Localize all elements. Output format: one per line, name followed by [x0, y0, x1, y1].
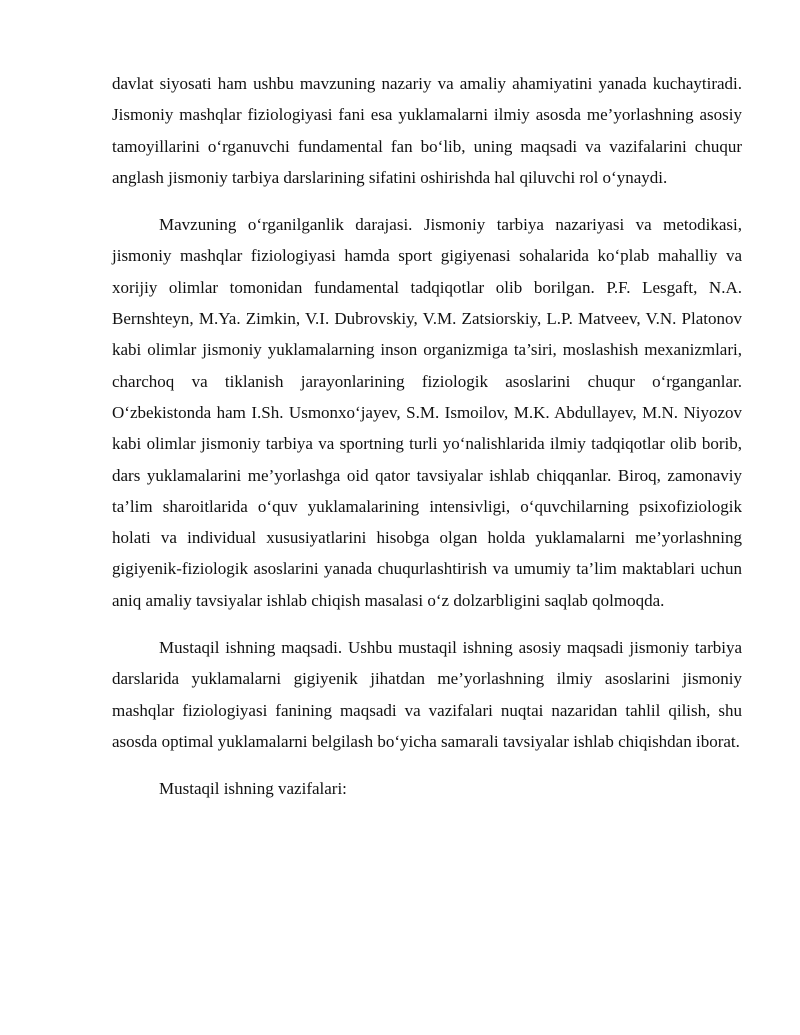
- paragraph-continuation: davlat siyosati ham ushbu mavzuning nazariy va amaliy ahamiyatini yanada kuchaytiradi. Jismoniy mashqlar fiziologiyasi fani esa yuklamalarni ilmiy asosda me’yorlashning asosiy tamoyillarini o‘rganuvchi fundamental fan bo‘lib, uning maqsadi va vazifalarini chuqur anglash jismoniy tarbiya darslarining sifatini oshirishda hal qiluvchi rol o‘ynaydi.: [112, 74, 742, 187]
- paragraph-goal: Mustaqil ishning maqsadi. Ushbu mustaqil ishning asosiy maqsadi jismoniy tarbiya darslarida yuklamalarni gigiyenik jihatdan me’yorlashning ilmiy asoslarini jismoniy mashqlar fiziologiyasi fanining maqsadi va vazifalari nuqtai nazaridan tahlil qilish, shu asosda optimal yuklamalarni belgilash bo‘yicha samarali tavsiyalar ishlab chiqishdan iborat.: [112, 638, 742, 751]
- paragraph-tasks-heading: Mustaqil ishning vazifalari:: [159, 779, 347, 799]
- document-page: [112, 68, 742, 821]
- paragraph-research-degree: Mavzuning o‘rganilganlik darajasi. Jismoniy tarbiya nazariyasi va metodikasi, jismoniy mashqlar fiziologiyasi hamda sport gigiyenasi sohalarida ko‘plab mahalliy va xorijiy olimlar tomonidan fundamental tadqiqotlar olib borilgan. P.F. Lesgaft, N.A. Bernshteyn, M.Ya. Zimkin, V.I. Dubrovskiy, V.M. Zatsiorskiy, L.P. Matveev, V.N. Platonov kabi olimlar jismoniy yuklamalarning inson organizmiga ta’siri, moslashish mexanizmlari, charchoq va tiklanish jarayonlarining fiziologik asoslarini chuqur o‘rganganlar. O‘zbekistonda ham I.Sh. Usmonxo‘jayev, S.M. Ismoilov, M.K. Abdullayev, M.N. Niyozov kabi olimlar jismoniy tarbiya va sportning turli yo‘nalishlarida ilmiy tadqiqotlar olib borib, dars yuklamalarini me’yorlashga oid qator tavsiyalar ishlab chiqqanlar. Biroq, zamonaviy ta’lim sharoitlarida o‘quv yuklamalarining intensivligi, o‘quvchilarning psixofiziologik holati va individual xususiyatlarini hisobga olgan holda yuklamalarni me’yorlashning gigiyenik-fiziologik asoslarini yanada chuqurlashtirish va umumiy ta’lim maktablari uchun aniq amaliy tavsiyalar ishlab chiqish masalasi o‘z dolzarbligini saqlab qolmoqda.: [112, 215, 742, 610]
